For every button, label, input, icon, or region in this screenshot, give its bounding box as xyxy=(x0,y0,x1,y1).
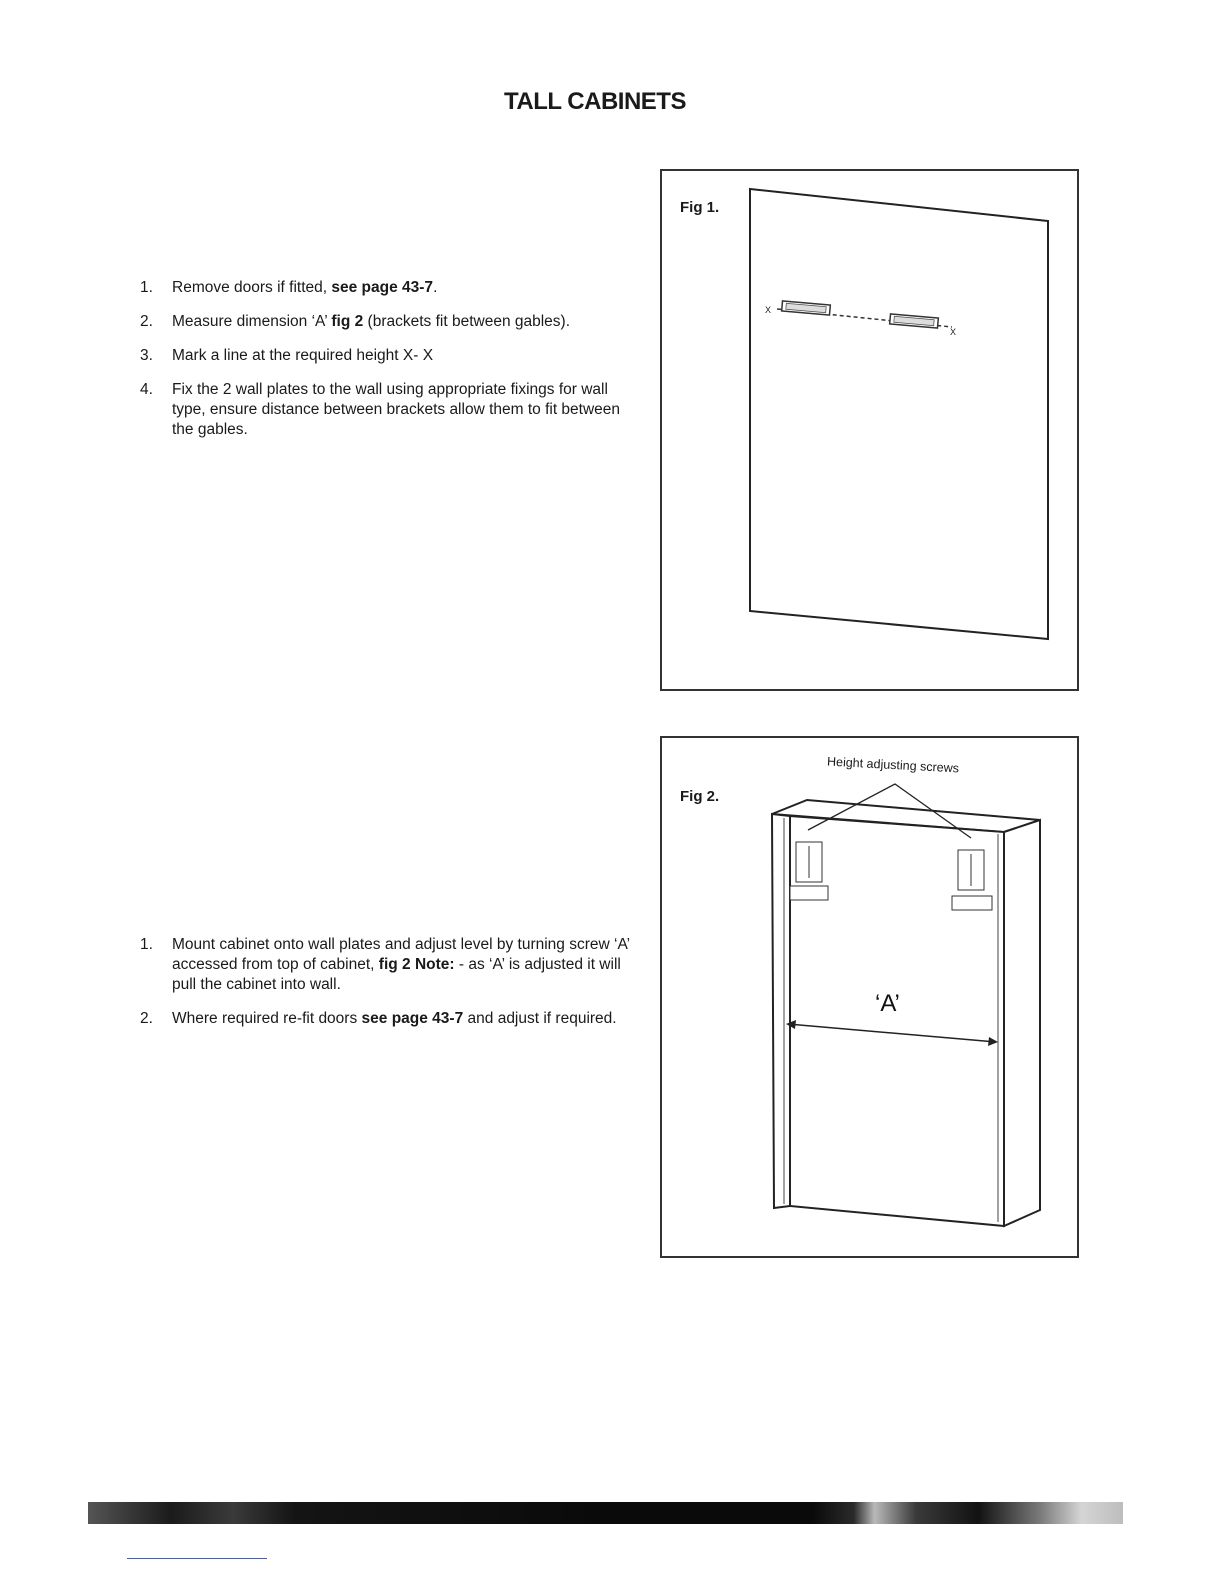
dimension-a-label: ‘A’ xyxy=(875,990,900,1017)
step-number: 1. xyxy=(140,279,153,296)
step-number: 2. xyxy=(140,313,153,330)
figure-2 xyxy=(660,736,1079,1258)
instructions-list-1 xyxy=(140,278,640,454)
step-text-part: (brackets fit between gables). xyxy=(363,313,571,330)
step-text-bold: fig 2 xyxy=(378,956,411,973)
step-text-part: Where required re-fit doors xyxy=(172,1010,362,1027)
page-title: TALL CABINETS xyxy=(504,88,686,115)
cabinet-left-gable xyxy=(772,814,790,1208)
instruction-step xyxy=(140,346,640,366)
step-text-bold: see page 43-7 xyxy=(331,279,434,296)
figure-1-drawing xyxy=(662,171,1077,689)
step-number: 2. xyxy=(140,1010,153,1027)
step-text-part: Fix the 2 wall plates to the wall using appropriate fixings for wall type, ensure distance between brackets allow them to fit between the gables. xyxy=(172,381,621,438)
step-text-part: and adjust if required. xyxy=(463,1010,617,1027)
step-text-part: - as ‘A’ is adjusted it will pull the cabinet into wall. xyxy=(172,956,621,993)
step-text-part: Remove doors if fitted, xyxy=(172,279,332,296)
step-text-part: Measure dimension ‘A’ xyxy=(172,313,332,330)
step-text xyxy=(172,1009,640,1029)
step-text-bold: Note: xyxy=(414,956,455,973)
instruction-step xyxy=(140,278,640,298)
instruction-step xyxy=(140,935,640,995)
step-number: 1. xyxy=(140,936,153,953)
instruction-step xyxy=(140,380,640,440)
footer-link-underline[interactable] xyxy=(127,1558,267,1559)
step-text xyxy=(172,346,640,366)
step-text-part: Mount cabinet onto wall plates and adjust level by turning screw ‘A’ accessed from top of cabinet, xyxy=(172,936,630,973)
figure-2-drawing xyxy=(662,738,1077,1256)
step-text xyxy=(172,380,640,440)
instructions-list-2 xyxy=(140,935,640,1043)
height-adjusting-screws-label: Height adjusting screws xyxy=(826,754,960,776)
step-text xyxy=(172,278,640,298)
cabinet-right-gable xyxy=(1004,820,1040,1226)
step-number: 4. xyxy=(140,381,153,398)
figure-1 xyxy=(660,169,1079,691)
step-text-bold: fig 2 xyxy=(331,313,364,330)
instruction-step xyxy=(140,312,640,332)
step-number: 3. xyxy=(140,347,153,364)
step-text-bold: see page 43-7 xyxy=(361,1010,464,1027)
step-text xyxy=(172,935,640,995)
instruction-step xyxy=(140,1009,640,1029)
marker-x-left: X xyxy=(765,305,772,315)
wall-panel xyxy=(750,189,1048,639)
step-text xyxy=(172,312,640,332)
bracket-left xyxy=(790,842,828,900)
figure-2-label: Fig 2. xyxy=(680,788,720,805)
step-text-part: . xyxy=(433,279,438,296)
footer-banner-image xyxy=(88,1502,1123,1524)
figure-1-label: Fig 1. xyxy=(680,199,720,216)
marker-x-right: X xyxy=(950,327,957,337)
step-text-part: Mark a line at the required height X- X xyxy=(172,347,434,364)
